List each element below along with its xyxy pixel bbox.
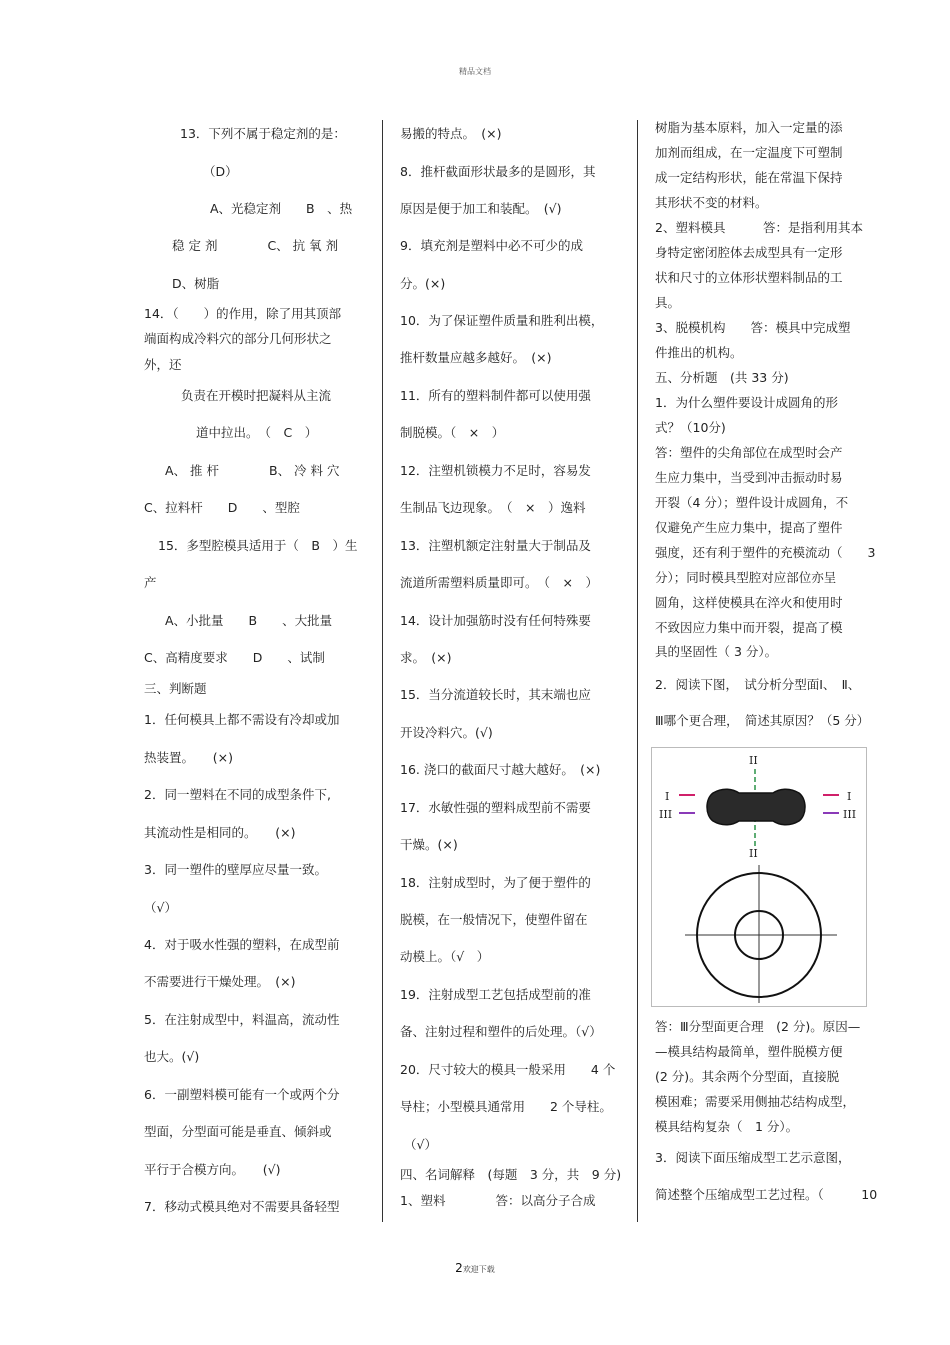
text-line: 3．阅读下面压缩成型工艺示意图， [655,1150,851,1165]
text-line: D、树脂 [172,276,220,291]
text-line: —模具结构最简单，塑件脱模方便 [655,1044,843,1059]
text-line: 热装置。 (×) [144,750,233,765]
label-i-right: I [847,790,852,803]
text-line: 干燥。(×) [400,837,458,852]
text-line: C、拉料杆 D 、型腔 [144,500,300,515]
text-line: 其流动性是相同的。 (×) [144,825,296,840]
text-line: 开裂（4 分）；塑件设计成圆角，不 [655,495,849,510]
text-line: 树脂为基本原料，加入一定量的添 [655,120,843,135]
text-line: 14．（ ）的作用，除了用其顶部 [144,306,342,321]
text-line: 道中拉出。 （ C ） [196,425,318,440]
page-footer [0,1261,950,1275]
text-line: 式？（10分) [655,420,726,435]
text-line: 状和尺寸的立体形状塑料制品的工 [655,270,843,285]
text-line: 生应力集中，当受到冲击振动时易 [655,470,843,485]
text-line: 分。(×) [400,276,446,291]
label-ii-top: II [749,754,758,767]
footer-text: 欢迎下载 [462,1265,495,1274]
text-line: (2 分)。其余两个分型面，直接脱 [655,1069,840,1084]
text-line: 4．对于吸水性强的塑料，在成型前 [144,937,340,952]
text-line: 其形状不变的材料。 [655,195,768,210]
text-line: 1、塑料 答：以高分子合成 [400,1193,596,1208]
text-line: 模困难；需要采用侧抽芯结构成型， [655,1094,856,1109]
label-ii-bottom: II [749,847,758,860]
text-line: 15．当分流道较长时，其末端也应 [400,687,591,702]
text-line: A、光稳定剂 B 、热 [210,201,353,216]
text-line: 生制品飞边现象。 （ × ）逸料 [400,500,586,515]
text-line: 产 [144,575,157,590]
text-line: 备、注射过程和塑件的后处理。（√） [400,1024,602,1039]
text-line: 圆角，这样使模具在淬火和使用时 [655,595,843,610]
text-line: 稳 定 剂 C、 抗 氧 剂 [172,238,339,253]
text-line: 9．填充剂是塑料中必不可少的成 [400,238,583,253]
column-divider-1 [382,120,383,1222]
text-line: 16. 浇口的截面尺寸越大越好。 (×) [400,762,601,777]
text-line: 10．为了保证塑件质量和胜利出模， [400,313,604,328]
text-line: 20．尺寸较大的模具一般采用 4 个 [400,1062,616,1077]
text-line: （√） [144,900,177,915]
text-line: 负责在开模时把凝料从主流 [181,388,332,403]
text-line: C、高精度要求 D 、试制 [144,650,325,665]
text-line: A、 推 杆 B、 冷 料 穴 [165,463,340,478]
section-heading: 四、名词解释 (每题 3 分，共 9 分) [400,1167,622,1182]
text-line: 5．在注射成型中，料温高，流动性 [144,1012,340,1027]
text-line: （D） [203,164,238,179]
text-line: 开设冷料穴。(√) [400,725,493,740]
text-line: 2、塑料模具 答：是指利用其本 [655,220,863,235]
text-line: 加剂而组成，在一定温度下可塑制 [655,145,843,160]
text-line: 8．推杆截面形状最多的是圆形，其 [400,164,596,179]
part-cross-section [707,789,805,825]
text-line: 易搬的特点。 (×) [400,126,502,141]
label-iii-left: III [659,808,673,821]
text-line: 12．注塑机锁模力不足时，容易发 [400,463,591,478]
text-line: 也大。(√) [144,1049,200,1064]
text-line: 仅避免产生应力集中，提高了塑件 [655,520,843,535]
text-line: 具。 [655,295,681,310]
text-line: 15．多型腔模具适用于（ B ）生 [158,538,358,553]
column-divider-2 [637,120,638,1222]
text-line: 模具结构复杂（ 1 分）。 [655,1119,799,1134]
text-line: 简述整个压缩成型工艺过程。（ 10 [655,1187,878,1202]
text-line: 成一定结构形状，能在常温下保持 [655,170,843,185]
text-line: 制脱模。（ × ） [400,425,505,440]
text-line: 原因是便于加工和装配。 (√) [400,201,562,216]
text-line: 端面构成冷料穴的部分几何形状之 [144,331,332,346]
text-line: A、小批量 B 、大批量 [165,613,333,628]
text-line: 3．同一塑件的壁厚应尽量一致。 [144,862,327,877]
text-line: Ⅲ哪个更合理， 简述其原因？（5 分） [655,713,870,728]
text-line: 6．一副塑料模可能有一个或两个分 [144,1087,340,1102]
label-iii-right: III [843,808,857,821]
text-line: 18．注射成型时，为了便于塑件的 [400,875,591,890]
text-line: 强度，还有利于塑件的充模流动（ 3 [655,545,876,560]
text-line: 19．注射成型工艺包括成型前的准 [400,987,591,1002]
label-i-left: I [665,790,670,803]
text-line: 13．注塑机额定注射量大于制品及 [400,538,591,553]
text-line: 平行于合模方向。 (√) [144,1162,281,1177]
page-header: 精品文档 [459,67,491,76]
section-heading: 五、分析题 (共 33 分) [655,370,789,385]
text-line: 7．移动式模具绝对不需要具备轻型 [144,1199,340,1214]
text-line: 1．任何模具上都不需设有冷却或加 [144,712,340,727]
text-line: 身特定密闭腔体去成型具有一定形 [655,245,843,260]
text-line: 分）；同时模具型腔对应部位亦呈 [655,570,837,585]
text-line: 不致因应力集中而开裂，提高了模 [655,620,843,635]
text-line: 外，还 [144,357,182,372]
text-line: 2．同一塑料在不同的成型条件下, [144,787,331,802]
parting-surface-diagram [651,747,867,1007]
text-line: 答：Ⅲ分型面更合理 (2 分)。原因— [655,1019,861,1034]
text-line: 动模上。（√ ） [400,949,490,964]
text-line: 17．水敏性强的塑料成型前不需要 [400,800,591,815]
text-line: 导柱；小型模具通常用 2 个导柱。 [400,1099,612,1114]
text-line: 答：塑件的尖角部位在成型时会产 [655,445,843,460]
text-line: 3、脱模机构 答：模具中完成塑 [655,320,851,335]
text-line: 流道所需塑料质量即可。 （ × ） [400,575,598,590]
text-line: 推杆数量应越多越好。 (×) [400,350,552,365]
text-line: 2．阅读下图， 试分析分型面Ⅰ、 Ⅱ、 [655,677,861,692]
text-line: 具的坚固性（ 3 分）。 [655,644,778,659]
section-heading: 三、判断题 [144,681,207,696]
text-line: 13．下列不属于稳定剂的是： [180,126,346,141]
page-number: 2 [455,1261,463,1275]
text-line: 不需要进行干燥处理。 (×) [144,974,296,989]
text-line: 脱模，在一般情况下，使塑件留在 [400,912,588,927]
text-line: 求。 (×) [400,650,452,665]
text-line: 型面，分型面可能是垂直、倾斜或 [144,1124,332,1139]
text-line: 14．设计加强筋时没有任何特殊要 [400,613,591,628]
text-line: （√） [404,1137,437,1152]
text-line: 11．所有的塑料制件都可以使用强 [400,388,591,403]
text-line: 件推出的机构。 [655,345,743,360]
text-line: 1．为什么塑件要设计成圆角的形 [655,395,838,410]
